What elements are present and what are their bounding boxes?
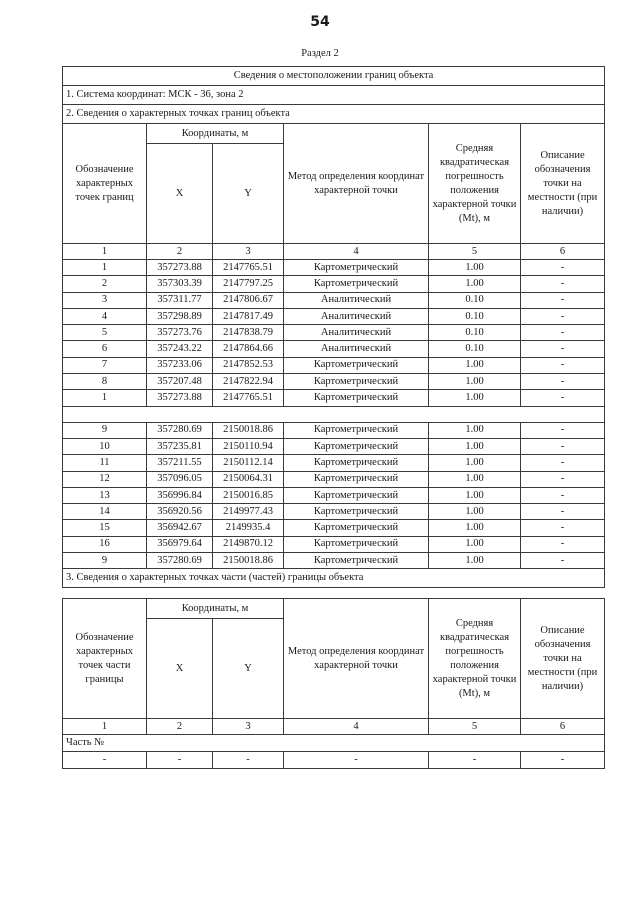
header-x: X <box>147 619 213 719</box>
header-method: Метод определения координат характерной точки <box>284 124 429 244</box>
cell-error: 1.00 <box>429 276 521 292</box>
cell-method: Картометрический <box>284 536 429 552</box>
cell-description: - <box>521 374 605 390</box>
cell-designation: 9 <box>63 553 147 569</box>
header-description: Описание обозначения точки на местности (при наличии) <box>521 599 605 719</box>
cell-y: 2147817.49 <box>213 308 284 324</box>
blank-separator-row <box>63 406 605 422</box>
cell-description: - <box>521 292 605 308</box>
header-y: Y <box>213 619 284 719</box>
cell-error: 1.00 <box>429 438 521 454</box>
cell-designation: 5 <box>63 325 147 341</box>
cell-method: Картометрический <box>284 553 429 569</box>
table-row <box>63 276 605 292</box>
cell-error: 1.00 <box>429 520 521 536</box>
cell-designation: 7 <box>63 357 147 373</box>
cell-error: 1.00 <box>429 536 521 552</box>
cell-designation: 3 <box>63 292 147 308</box>
part-label: Часть № <box>63 735 605 752</box>
table-row <box>63 438 605 454</box>
cell-designation: 13 <box>63 487 147 503</box>
cell-description: - <box>521 308 605 324</box>
table-row <box>63 357 605 373</box>
cell-error: 0.10 <box>429 292 521 308</box>
cell-error: 1.00 <box>429 422 521 438</box>
cell-designation: 11 <box>63 455 147 471</box>
table-row <box>63 374 605 390</box>
cell-designation: 1 <box>63 260 147 276</box>
cell-y: 2150018.86 <box>213 553 284 569</box>
cell-x: 357280.69 <box>147 553 213 569</box>
cell-description: - <box>521 422 605 438</box>
page-number: 54 <box>310 14 330 30</box>
cell-method: Картометрический <box>284 357 429 373</box>
cell-description: - <box>521 520 605 536</box>
cell-method: Картометрический <box>284 374 429 390</box>
cell-description: - <box>521 390 605 406</box>
main-header: Сведения о местоположении границ объекта <box>63 67 605 86</box>
cell-x: 356996.84 <box>147 487 213 503</box>
table-row <box>63 487 605 503</box>
table-row <box>63 553 605 569</box>
cell-x: 356979.64 <box>147 536 213 552</box>
blank-cell <box>63 406 605 422</box>
table-row <box>63 504 605 520</box>
col-number: 3 <box>213 244 284 260</box>
cell-y: 2147765.51 <box>213 390 284 406</box>
cell-y: 2147838.79 <box>213 325 284 341</box>
cell-y: 2150018.86 <box>213 422 284 438</box>
cell-error: 1.00 <box>429 504 521 520</box>
boundary-points-table <box>62 66 605 588</box>
cell-y: 2147797.25 <box>213 276 284 292</box>
cell-x: 356942.67 <box>147 520 213 536</box>
table-row <box>63 520 605 536</box>
cell-error: 0.10 <box>429 308 521 324</box>
column-number-row <box>63 244 605 260</box>
cell-y: - <box>213 752 284 769</box>
cell-description: - <box>521 752 605 769</box>
table-row <box>63 471 605 487</box>
cell-designation: 15 <box>63 520 147 536</box>
part-points-table <box>62 598 605 769</box>
cell-method: Картометрический <box>284 487 429 503</box>
cell-method: Аналитический <box>284 325 429 341</box>
cell-error: 0.10 <box>429 341 521 357</box>
cell-error: - <box>429 752 521 769</box>
header-coords: Координаты, м <box>147 124 284 144</box>
cell-x: 357096.05 <box>147 471 213 487</box>
table-row <box>63 341 605 357</box>
cell-description: - <box>521 260 605 276</box>
col-number: 6 <box>521 244 605 260</box>
cell-error: 1.00 <box>429 553 521 569</box>
cell-x: 356920.56 <box>147 504 213 520</box>
col-number: 1 <box>63 719 147 735</box>
cell-description: - <box>521 276 605 292</box>
header-designation: Обозначение характерных точек части границы <box>63 599 147 719</box>
header-method: Метод определения координат характерной точки <box>284 599 429 719</box>
cell-designation: - <box>63 752 147 769</box>
cell-method: Картометрический <box>284 276 429 292</box>
cell-method: Картометрический <box>284 422 429 438</box>
cell-x: 357311.77 <box>147 292 213 308</box>
cell-error: 0.10 <box>429 325 521 341</box>
cell-designation: 2 <box>63 276 147 292</box>
cell-y: 2147852.53 <box>213 357 284 373</box>
cell-description: - <box>521 438 605 454</box>
cell-method: Картометрический <box>284 260 429 276</box>
cell-method: Аналитический <box>284 341 429 357</box>
table-row <box>63 308 605 324</box>
cell-x: 357235.81 <box>147 438 213 454</box>
cell-method: Картометрический <box>284 438 429 454</box>
cell-y: 2147765.51 <box>213 260 284 276</box>
cell-description: - <box>521 471 605 487</box>
col-number: 2 <box>147 719 213 735</box>
cell-x: - <box>147 752 213 769</box>
cell-error: 1.00 <box>429 374 521 390</box>
cell-description: - <box>521 536 605 552</box>
col-number: 5 <box>429 719 521 735</box>
cell-x: 357273.76 <box>147 325 213 341</box>
cell-method: Аналитический <box>284 308 429 324</box>
cell-method: - <box>284 752 429 769</box>
cell-error: 1.00 <box>429 390 521 406</box>
section-title: Раздел 2 <box>301 48 339 59</box>
table-row <box>63 752 605 769</box>
table-row <box>63 260 605 276</box>
col-number: 3 <box>213 719 284 735</box>
cell-x: 357243.22 <box>147 341 213 357</box>
cell-designation: 6 <box>63 341 147 357</box>
cell-error: 1.00 <box>429 455 521 471</box>
cell-y: 2149977.43 <box>213 504 284 520</box>
cell-description: - <box>521 504 605 520</box>
cell-x: 357298.89 <box>147 308 213 324</box>
header-coords: Координаты, м <box>147 599 284 619</box>
cell-designation: 1 <box>63 390 147 406</box>
cell-error: 1.00 <box>429 357 521 373</box>
cell-description: - <box>521 553 605 569</box>
coord-system: 1. Система координат: МСК - 36, зона 2 <box>63 86 605 105</box>
col-number: 4 <box>284 719 429 735</box>
part3-title: 3. Сведения о характерных точках части (частей) границы объекта <box>63 569 605 588</box>
cell-y: 2147822.94 <box>213 374 284 390</box>
cell-x: 357233.06 <box>147 357 213 373</box>
table-row <box>63 390 605 406</box>
table-row <box>63 536 605 552</box>
col-number: 2 <box>147 244 213 260</box>
cell-x: 357280.69 <box>147 422 213 438</box>
cell-x: 357207.48 <box>147 374 213 390</box>
cell-description: - <box>521 341 605 357</box>
cell-method: Картометрический <box>284 455 429 471</box>
cell-x: 357303.39 <box>147 276 213 292</box>
cell-designation: 8 <box>63 374 147 390</box>
cell-method: Картометрический <box>284 504 429 520</box>
cell-method: Картометрический <box>284 471 429 487</box>
cell-x: 357211.55 <box>147 455 213 471</box>
header-description: Описание обозначения точки на местности (при наличии) <box>521 124 605 244</box>
cell-x: 357273.88 <box>147 390 213 406</box>
cell-y: 2150016.85 <box>213 487 284 503</box>
table-row <box>63 455 605 471</box>
header-designation: Обозначение характерных точек границ <box>63 124 147 244</box>
cell-y: 2150112.14 <box>213 455 284 471</box>
cell-y: 2150110.94 <box>213 438 284 454</box>
cell-description: - <box>521 455 605 471</box>
cell-error: 1.00 <box>429 487 521 503</box>
cell-method: Аналитический <box>284 292 429 308</box>
header-error: Средняя квадратическая погрешность положения характерной точки (Mt), м <box>429 124 521 244</box>
cell-y: 2147864.66 <box>213 341 284 357</box>
column-number-row <box>63 719 605 735</box>
col-number: 6 <box>521 719 605 735</box>
cell-description: - <box>521 487 605 503</box>
cell-designation: 14 <box>63 504 147 520</box>
part2-title: 2. Сведения о характерных точках границ объекта <box>63 105 605 124</box>
header-y: Y <box>213 144 284 244</box>
table-row <box>63 325 605 341</box>
col-number: 5 <box>429 244 521 260</box>
cell-designation: 16 <box>63 536 147 552</box>
cell-designation: 12 <box>63 471 147 487</box>
cell-method: Картометрический <box>284 390 429 406</box>
cell-y: 2147806.67 <box>213 292 284 308</box>
cell-x: 357273.88 <box>147 260 213 276</box>
cell-designation: 10 <box>63 438 147 454</box>
cell-y: 2149935.4 <box>213 520 284 536</box>
cell-description: - <box>521 357 605 373</box>
cell-y: 2150064.31 <box>213 471 284 487</box>
cell-designation: 4 <box>63 308 147 324</box>
table-row <box>63 422 605 438</box>
cell-method: Картометрический <box>284 520 429 536</box>
col-number: 4 <box>284 244 429 260</box>
cell-y: 2149870.12 <box>213 536 284 552</box>
table-row <box>63 292 605 308</box>
cell-description: - <box>521 325 605 341</box>
cell-designation: 9 <box>63 422 147 438</box>
header-x: X <box>147 144 213 244</box>
cell-error: 1.00 <box>429 471 521 487</box>
header-error: Средняя квадратическая погрешность положения характерной точки (Mt), м <box>429 599 521 719</box>
cell-error: 1.00 <box>429 260 521 276</box>
col-number: 1 <box>63 244 147 260</box>
